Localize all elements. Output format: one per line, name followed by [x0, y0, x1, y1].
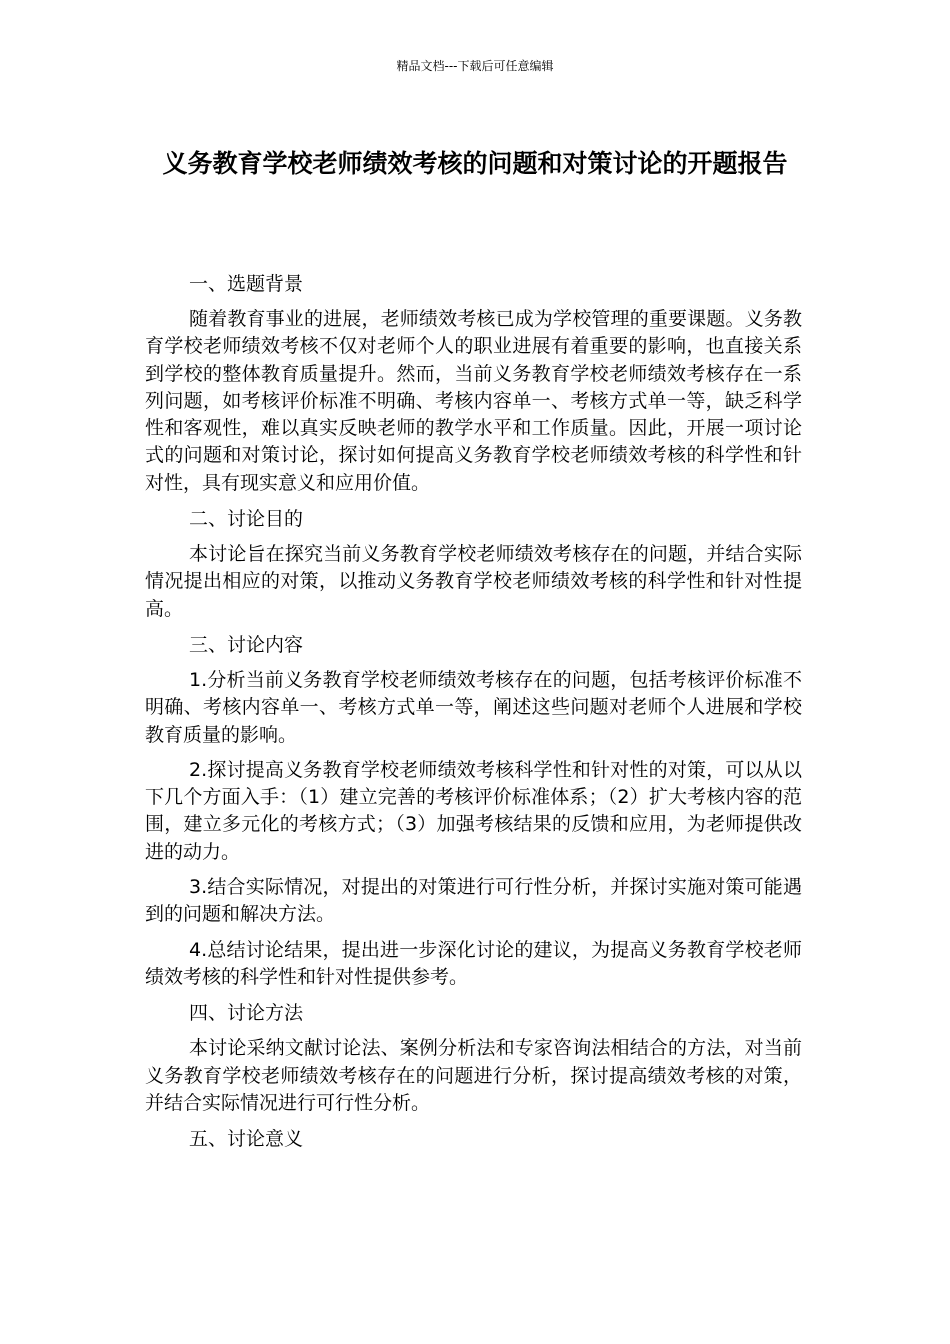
section-heading-significance: 五、讨论意义 [189, 1128, 304, 1151]
page-header: 精品文档---下载后可任意编辑 [396, 59, 554, 73]
paragraph-content-item-4: 4.总结讨论结果，提出进一步深化讨论的建议，为提高义务教育学校老师绩效考核的科学性和针对性提供参考。 [145, 938, 802, 988]
document-title: 义务教育学校老师绩效考核的问题和对策讨论的开题报告 [162, 149, 788, 178]
section-heading-method: 四、讨论方法 [189, 1002, 304, 1025]
section-heading-content: 三、讨论内容 [189, 633, 304, 656]
paragraph-purpose: 本讨论旨在探究当前义务教育学校老师绩效考核存在的问题，并结合实际情况提出相应的对策，以推动义务教育学校老师绩效考核的科学性和针对性提高。 [145, 543, 802, 620]
paragraph-method: 本讨论采纳文献讨论法、案例分析法和专家咨询法相结合的方法，对当前义务教育学校老师绩效考核存在的问题进行分析，探讨提高绩效考核的对策，并结合实际情况进行可行性分析。 [145, 1037, 802, 1114]
document-body [145, 270, 802, 1161]
paragraph-content-item-1: 1.分析当前义务教育学校老师绩效考核存在的问题，包括考核评价标准不明确、考核内容单一、考核方式单一等，阐述这些问题对老师个人进展和学校教育质量的影响。 [145, 668, 802, 746]
paragraph-content-item-2: 2.探讨提高义务教育学校老师绩效考核科学性和针对性的对策，可以从以下几个方面入手：（1）建立完善的考核评价标准体系；（2）扩大考核内容的范围，建立多元化的考核方式；（3）加强考核结果的反馈和应用，为老师提供改进的动力。 [145, 758, 802, 863]
section-heading-purpose: 二、讨论目的 [189, 508, 304, 531]
paragraph-content-item-3: 3.结合实际情况，对提出的对策进行可行性分析，并探讨实施对策可能遇到的问题和解决方法。 [145, 876, 802, 926]
paragraph-background: 随着教育事业的进展，老师绩效考核已成为学校管理的重要课题。义务教育学校老师绩效考核不仅对老师个人的职业进展有着重要的影响，也直接关系到学校的整体教育质量提升。然而，当前义务教育学校老师绩效考核存在一系列问题，如考核评价标准不明确、考核内容单一、考核方式单一等，缺乏科学性和客观性，难以真实反映老师的教学水平和工作质量。因此，开展一项讨论式的问题和对策讨论，探讨如何提高义务教育学校老师绩效考核的科学性和针对性，具有现实意义和应用价值。 [145, 308, 802, 494]
section-heading-background: 一、选题背景 [189, 273, 304, 295]
